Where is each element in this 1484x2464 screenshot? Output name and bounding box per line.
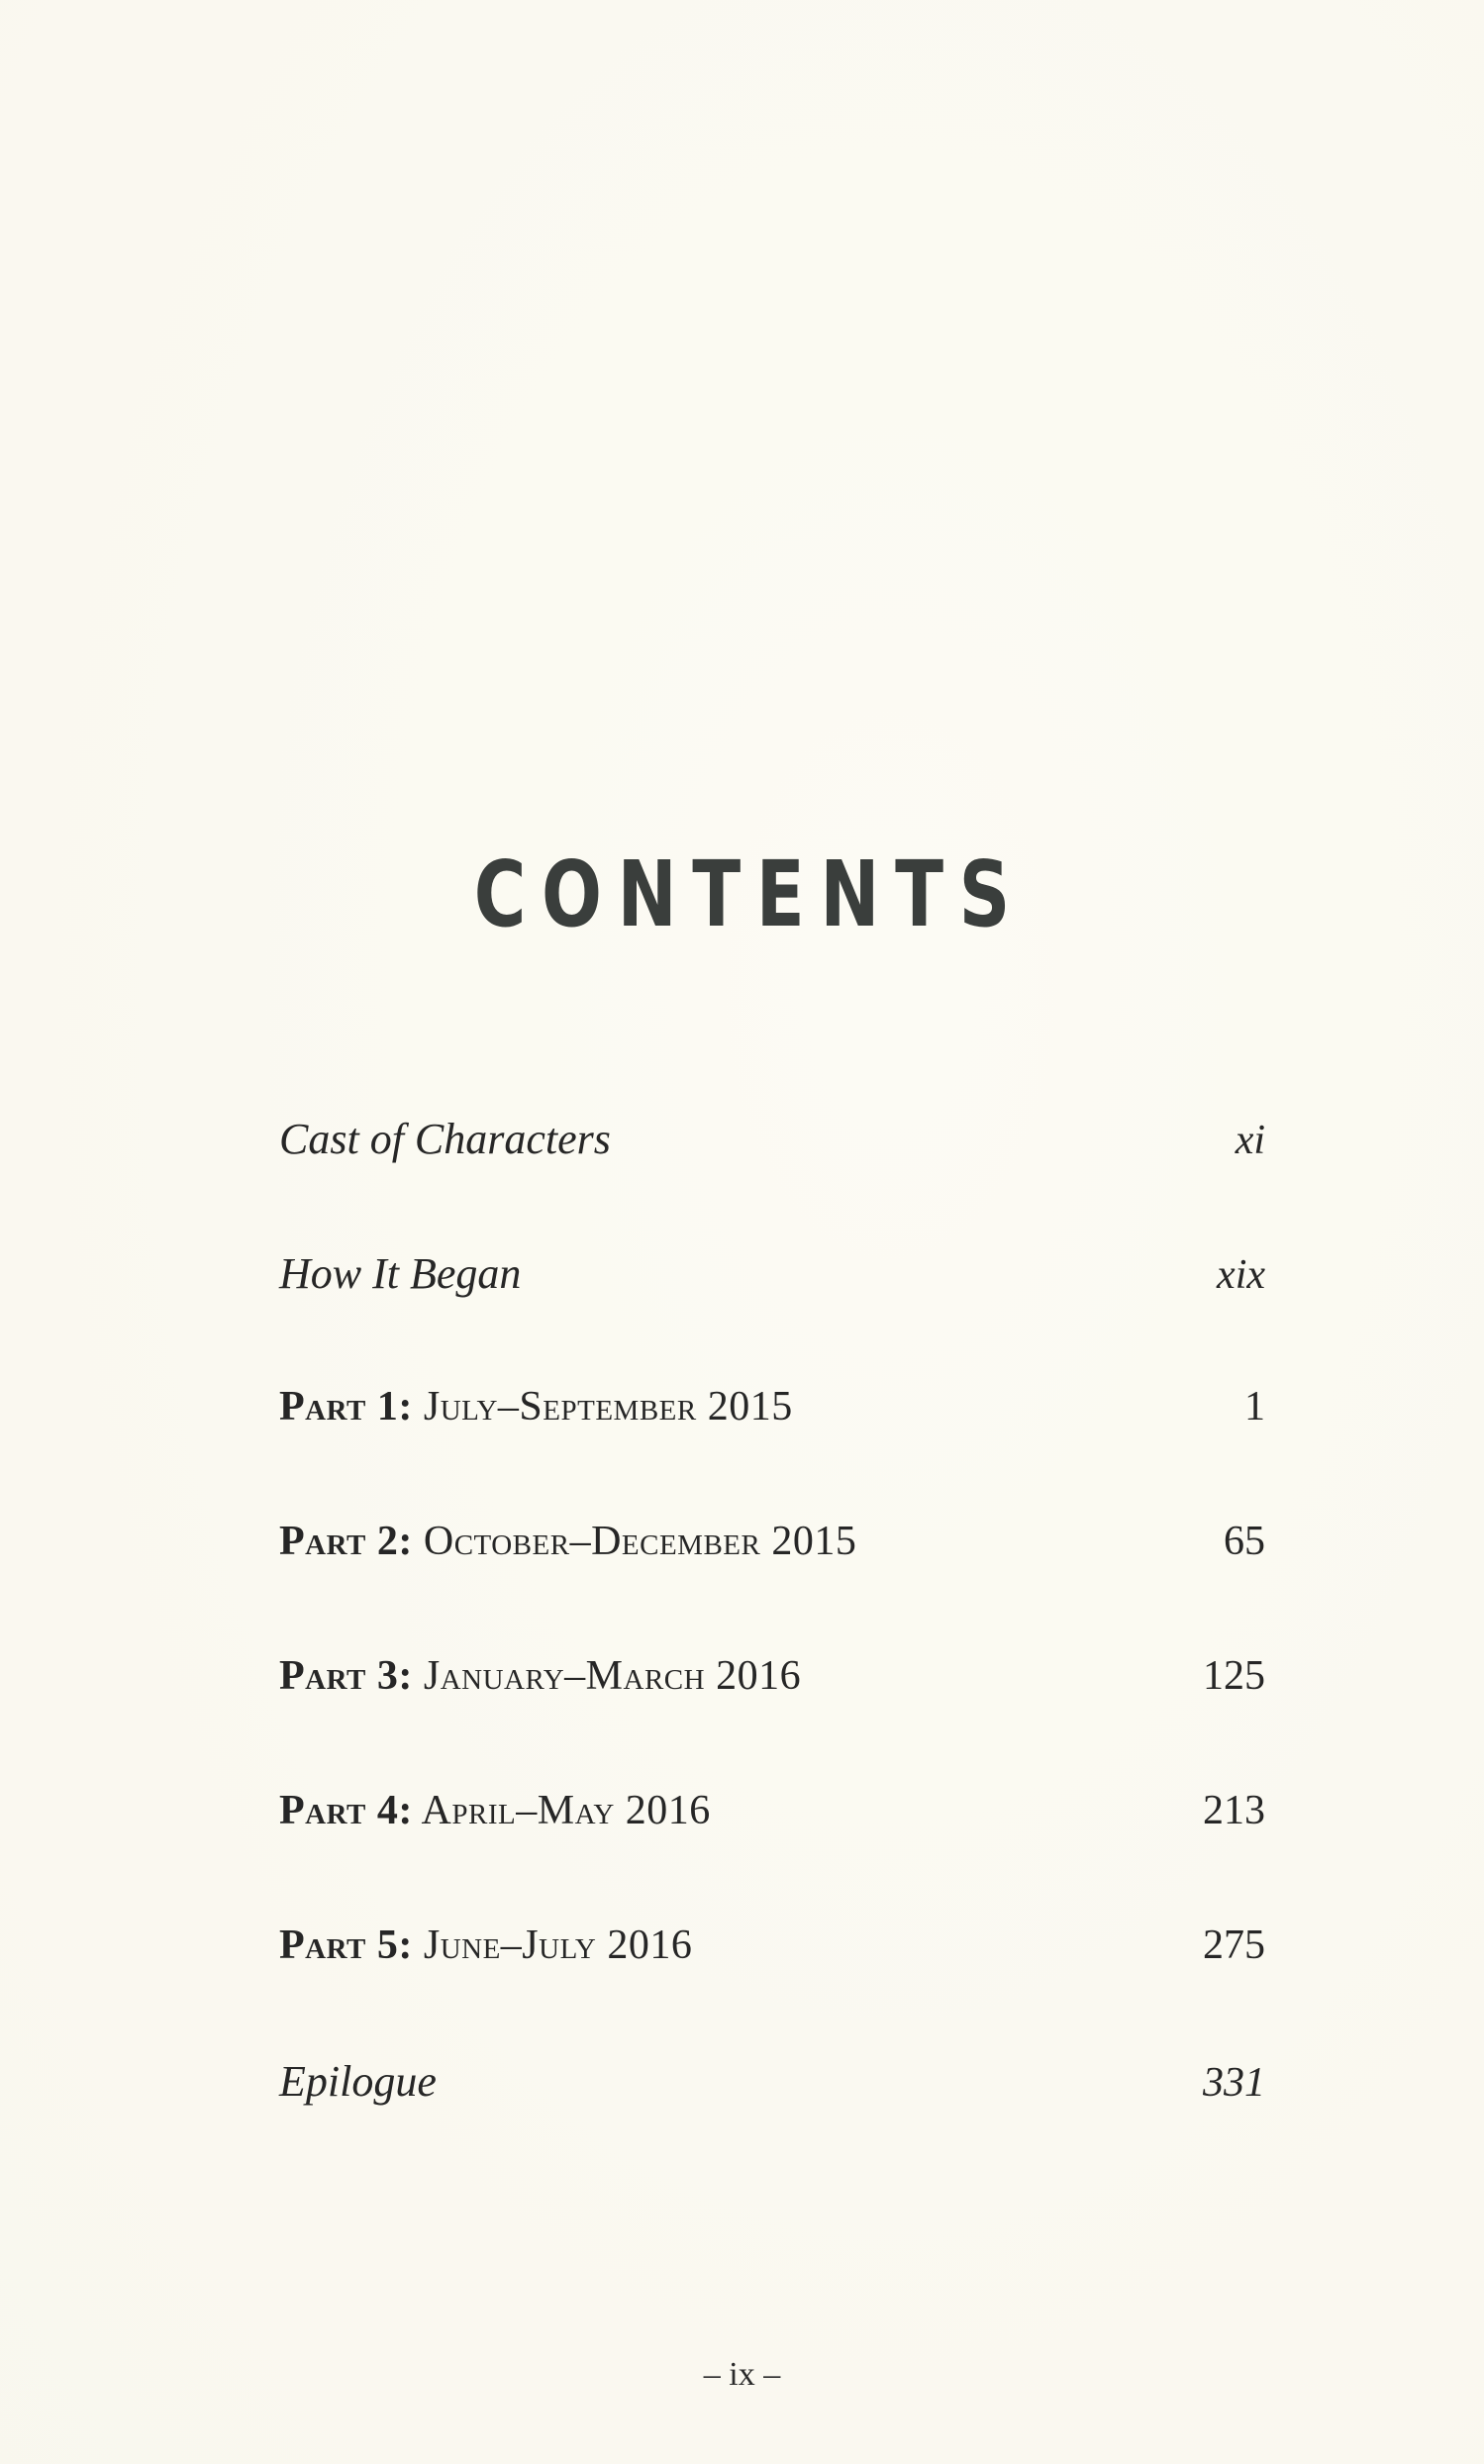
toc-entry-label — [279, 1922, 692, 1969]
toc-entry-epilogue — [279, 2056, 1265, 2191]
toc-part-title: April–May 2016 — [421, 1788, 711, 1833]
toc-entry-page: 125 — [1203, 1653, 1265, 1699]
toc-entry-how-it-began — [279, 1248, 1265, 1383]
toc-entry-label — [279, 1518, 856, 1565]
toc-entry-cast-of-characters — [279, 1114, 1265, 1248]
toc-part-title: July–September 2015 — [423, 1384, 793, 1429]
toc-entry-label — [279, 1787, 711, 1834]
toc-entry-label: Epilogue — [279, 2057, 437, 2106]
table-of-contents — [279, 1114, 1265, 2191]
toc-entry-page: 65 — [1224, 1519, 1265, 1564]
toc-entry-label — [279, 1652, 801, 1700]
toc-part-title: October–December 2015 — [423, 1519, 857, 1564]
toc-entry-label: Cast of Characters — [279, 1115, 611, 1163]
toc-entry-page: 331 — [1203, 2060, 1265, 2106]
page-number: – ix – — [703, 2356, 781, 2393]
toc-entry-part-1 — [279, 1383, 1265, 1518]
toc-entry-part-3 — [279, 1652, 1265, 1787]
toc-entry-label — [279, 1383, 793, 1430]
toc-part-title: January–March 2016 — [423, 1653, 802, 1699]
page-title: CONTENTS — [473, 841, 1026, 947]
toc-part-number: Part 1: — [279, 1384, 413, 1429]
toc-entry-page: 1 — [1244, 1384, 1265, 1429]
toc-part-number: Part 2: — [279, 1519, 413, 1564]
toc-entry-page: xix — [1217, 1252, 1265, 1298]
toc-entry-part-2 — [279, 1518, 1265, 1652]
toc-entry-page: 275 — [1203, 1922, 1265, 1968]
toc-entry-part-5 — [279, 1922, 1265, 2056]
toc-entry-page: xi — [1235, 1118, 1265, 1163]
toc-part-number: Part 4: — [279, 1788, 413, 1833]
toc-entry-label: How It Began — [279, 1249, 522, 1298]
toc-part-title: June–July 2016 — [423, 1922, 693, 1968]
toc-entry-part-4 — [279, 1787, 1265, 1922]
toc-part-number: Part 5: — [279, 1922, 413, 1968]
toc-entry-page: 213 — [1203, 1788, 1265, 1833]
toc-part-number: Part 3: — [279, 1653, 413, 1699]
